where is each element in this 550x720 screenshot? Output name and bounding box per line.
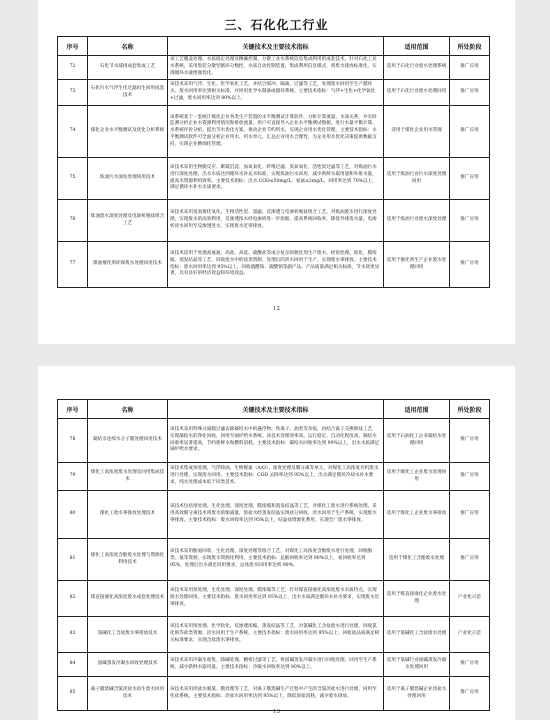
technology-name: 煤化工高浓度废水处理及回用集成技术 xyxy=(88,463,168,491)
development-stage: 产业化示范 xyxy=(450,581,490,617)
header-number: 序号 xyxy=(58,400,88,419)
row-number: 78 xyxy=(58,419,88,463)
technology-name: 炼油污水深度处理回用技术 xyxy=(88,158,168,200)
application-scope: 适用于炼油行业废水深度处理 xyxy=(384,200,450,242)
application-scope: 适用于石化行业废水处理回用 xyxy=(384,80,450,106)
technology-name: 煤化工高浓度含酚废水处理与资源化利用技术 xyxy=(88,539,168,581)
development-stage: 推广应用 xyxy=(450,80,490,106)
technology-description: 该技术采用预处理、生化处理、深度处理、膜浓缩等工艺，针对煤直接液化高浓度废水水质特点，实现废水处理回用。主要技术指标：废水回用率达到 95%以上，出水水质满足循环水补水要求，实现废水近零排放。 xyxy=(168,581,384,617)
application-scope: 适用于催化剂生产企业废水处理回用 xyxy=(384,242,450,288)
page-number: 13 xyxy=(273,709,280,715)
header-key-technology: 关键技术及主要技术指标 xyxy=(168,37,384,56)
table-row xyxy=(58,539,490,581)
header-name: 名称 xyxy=(88,400,168,419)
table-row xyxy=(58,653,490,677)
technology-name: 氯碱化工含盐废水零排放技术 xyxy=(88,617,168,653)
section-title: 三、石化化工行业 xyxy=(224,18,329,32)
technology-description: 该技术采用酚氨回收、生化处理、深度处理等组合工艺，对煤化工高浓度含酚废水进行处理，回收酚类、氨等资源，实现废水资源化利用。主要技术指标：总酚回收率达到 90%以上，氨回收率达到 95%，处理后出水满足回用要求，总体废水回用率达到 90%。 xyxy=(168,539,384,581)
row-number: 80 xyxy=(58,491,88,539)
row-number: 77 xyxy=(58,242,88,288)
development-stage: 推广应用 xyxy=(450,491,490,539)
row-number: 79 xyxy=(58,463,88,491)
header-stage: 所处阶段 xyxy=(450,400,490,419)
development-stage: 推广应用 xyxy=(450,158,490,200)
development-stage: 推广应用 xyxy=(450,106,490,158)
development-stage: 推广应用 xyxy=(450,242,490,288)
technology-description: 该技术采用生物膜反应、絮凝沉淀、加氧氧化、纤维过滤、臭氧氧化、活性炭过滤等工艺，对炼油污水进行深度处理，出水水质达到循环水补充水标准，实现炼油污水回用，减少新鲜水取用量和外排水量，提高水资源利用效率。主要技术指标：出水 COD≤50mg/L，氨氮≤2mg/L，回用率达到 70%以上，满足循环水补水水质要求。 xyxy=(168,158,384,200)
table-row xyxy=(58,200,490,242)
header-stage: 所处阶段 xyxy=(450,37,490,56)
application-scope: 适用于氯碱行业固碱蒸发冷凝水处理回用 xyxy=(384,653,450,677)
development-stage: 推广应用 xyxy=(450,200,490,242)
technology-description: 该技术采用气浮、生化、化学氧化工艺，并结合缓冲、隔离、过滤等工艺，处理废水回用至生产循环水，废水回用率达到相关标准，并回用化学水制备或循环系统。主要技术指标：气浮+生化+化学氧化+过滤，废水回用率达到 80%以上。 xyxy=(168,80,384,106)
technology-description: 该技术包括预处理、生化处理、深度处理、膜浓缩和蒸发结晶等工艺，对煤化工废水进行系统处理，采用高效膜分离技术将废水浓缩减量，浓盐水经蒸发结晶实现盐分回收，淡水回用于生产系统，实现废水零排放。主要技术指标：废水回收率达到 95%以上，结晶盐资源化利用，实现全厂废水零排放。 xyxy=(168,491,384,539)
application-scope: 适用于石化行业废水处理系统 xyxy=(384,56,450,80)
application-scope: 适用于煤化企业用水管理 xyxy=(384,106,450,158)
application-scope: 适用于煤直接液化企业废水处理 xyxy=(384,581,450,617)
table-row xyxy=(58,158,490,200)
row-number: 73 xyxy=(58,80,88,106)
row-number: 82 xyxy=(58,581,88,617)
application-scope: 适用于氯碱化工含盐废水处理 xyxy=(384,617,450,653)
technology-table-page-13 xyxy=(57,399,490,711)
application-scope: 适用于炼油行业污水深度处理回用 xyxy=(384,158,450,200)
technology-description: 该系统基于一套统计煤化企业各类生产装置的水平衡测试计算软件，分析计算流量、水质关系，并实时监测分析企业水资源利用情况和排放流量。用户可直接导入企业水平衡测试数据，进行水量平衡计算、水系统评价分析，提出节水优化方案，推动企业节约用水，实现企业用水优化管理。主要技术指标：水平衡测试软件可全面分析企业用水、用水单元，汇总企业用水合理性，为企业用水优化决策提供数据支持，实现企业精细化管理。 xyxy=(168,106,384,158)
technology-name: 炼油废水深度处理及电渗析脱盐组合工艺 xyxy=(88,200,168,242)
table-row xyxy=(58,106,490,158)
development-stage: 推广应用 xyxy=(450,653,490,677)
technology-name: 煤化企业水平衡测试及优化分析系统 xyxy=(88,106,168,158)
row-number: 72 xyxy=(58,56,88,80)
header-number: 序号 xyxy=(58,37,88,56)
application-scope: 适用于石油化工企业凝结水处理回用 xyxy=(384,419,450,463)
row-number: 76 xyxy=(58,200,88,242)
table-row xyxy=(58,491,490,539)
technology-description: 该技术采用淡盐水脱氯、膜处理等工艺，对离子膜烧碱生产过程中产生的含氯淡盐水进行处理，回用至化盐系统。主要技术指标：淡盐水回用率达到 95%以上，降低原盐消耗，减少废水排放。 xyxy=(168,677,384,711)
row-number: 85 xyxy=(58,677,88,711)
table-header-row xyxy=(58,37,490,56)
table-row xyxy=(58,80,490,106)
technology-name: 固碱蒸发冷凝水回收处理技术 xyxy=(88,653,168,677)
technology-description: 该技术采用预处理、化学软化、反渗透浓缩、蒸发结晶等工艺，对氯碱化工含盐废水进行处理，回收氯化钠等盐类资源，淡水回用于生产系统。主要技术指标：废水回用率达到 95%以上，回收盐品质满足相关标准要求，实现含盐废水零排放。 xyxy=(168,617,384,653)
table-row xyxy=(58,242,490,288)
technology-description: 该工艺覆盖处理、水质稳定处理及精确控制，分散工业水系统信息集成利用的成套技术，针对石化工业水系统，采用集装分散型循环分数控，水质自动控制装置，集成利用信息模式，将废水排放标准化，实现循环水液增强优化。 xyxy=(168,56,384,80)
development-stage: 推广应用 xyxy=(450,539,490,581)
technology-description: 该技术采用臭氧催化氧化、生物活性炭、超滤、反渗透与电渗析脱盐组合工艺，对炼油废水进行深度处理，实现废水的高效利用，反渗透浓水经电渗析进一步浓缩，提高系统回收率，降低外排废水量，电渗析淡水回用至反渗透进水，实现废水近零排放。 xyxy=(168,200,384,242)
table-row xyxy=(58,419,490,463)
document-page-13 xyxy=(38,366,515,720)
technology-name: 煤油催化剂环保废水处理回用技术 xyxy=(88,242,168,288)
technology-table-page-12 xyxy=(57,36,490,288)
table-row xyxy=(58,581,490,617)
header-scope: 适用范围 xyxy=(384,37,450,56)
technology-name: 凝结水连续水分子膜处理回用技术 xyxy=(88,419,168,463)
document-page-12 xyxy=(38,0,515,344)
row-number: 84 xyxy=(58,653,88,677)
table-row xyxy=(58,56,490,80)
page-number: 12 xyxy=(273,306,280,312)
application-scope: 适用于煤化工企业废水零排放 xyxy=(384,491,450,539)
technology-name: 煤直接液化高浓度废水成套处理技术 xyxy=(88,581,168,617)
row-number: 75 xyxy=(58,158,88,200)
technology-description: 该技术采用冷凝水收集、除碱处理、精密过滤等工艺，将固碱蒸发冷凝水进行回收处理，回用至生产系统，减少新鲜水取用量。主要技术指标：冷凝水回收率达到 90%以上。 xyxy=(168,653,384,677)
development-stage: 推广应用 xyxy=(450,677,490,711)
technology-name: 离子膜烧碱含氯淡盐水再生废水回用技术 xyxy=(88,677,168,711)
technology-description: 该技术集成预处理、气浮除油、生物脱氮（A/O）、深度处理及膜分离等单元，对煤化工高浓度有机废水进行处理，实现废水回用。主要技术指标：COD 去除率达到 95%以上，出水满足循环冷却水补水要求，吨水处理成本低于同类技术。 xyxy=(168,463,384,491)
table-row xyxy=(58,677,490,711)
header-key-technology: 关键技术及主要技术指标 xyxy=(168,400,384,419)
development-stage: 产业化示范 xyxy=(450,617,490,653)
technology-description: 该技术适用于处理高氨氮、高盐、高硅、硫酸盐等成分复杂的催化剂生产废水，经预处理、软化、膜浓缩、蒸发结晶等工艺，回收废水中的盐类资源，处理后的淡水回用于生产，实现废水零排放。主要技术指标：废水回用率达到 95%以上，回收硫酸铵、硫酸钠等副产品，产品质量满足相关标准，节水效果显著，具有良好的经济效益和环境效益。 xyxy=(168,242,384,288)
technology-description: 该技术采用特殊分离膜过滤去除凝结水中的悬浮物、铁离子、油类等杂质，再结合离子交换除盐工艺，实现凝结水的净化回收，回用至锅炉给水系统。该技术处理效率高、运行稳定、自动化程度高，凝结水回收率显著提高，节约新鲜水和燃料消耗。主要技术指标：凝结水回收率达到 90%以上，出水水质满足锅炉给水要求。 xyxy=(168,419,384,463)
header-scope: 适用范围 xyxy=(384,400,450,419)
technology-name: 石化节水减排成套集成工艺 xyxy=(88,56,168,80)
development-stage: 推广应用 xyxy=(450,419,490,463)
application-scope: 适用于煤化工含酚废水处理 xyxy=(384,539,450,581)
application-scope: 适用于离子膜烧碱企业淡盐水处理回用 xyxy=(384,677,450,711)
header-name: 名称 xyxy=(88,37,168,56)
row-number: 83 xyxy=(58,617,88,653)
development-stage: 推广应用 xyxy=(450,463,490,491)
technology-name: 煤化工废水零排放处理技术 xyxy=(88,491,168,539)
table-row xyxy=(58,463,490,491)
technology-name: 石化污水气浮生化过滤再生回用成套技术 xyxy=(88,80,168,106)
table-row xyxy=(58,617,490,653)
development-stage: 推广应用 xyxy=(450,56,490,80)
table-header-row xyxy=(58,400,490,419)
application-scope: 适用于煤化工企业废水处理回用 xyxy=(384,463,450,491)
row-number: 81 xyxy=(58,539,88,581)
row-number: 74 xyxy=(58,106,88,158)
